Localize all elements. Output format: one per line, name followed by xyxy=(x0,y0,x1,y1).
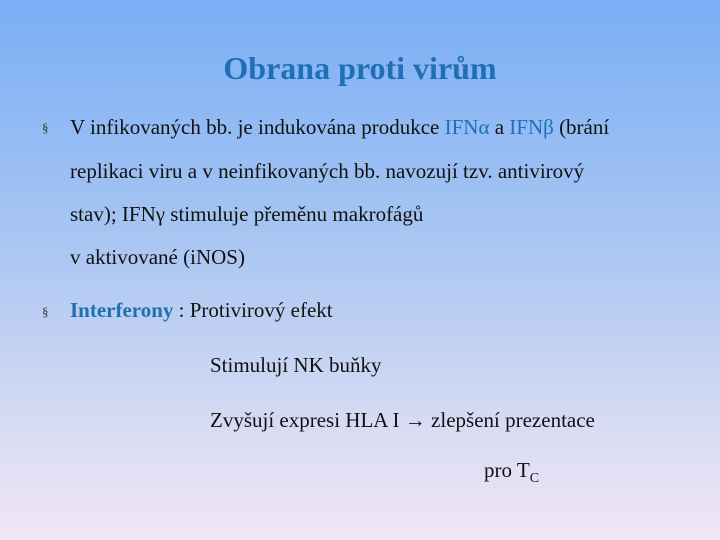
ifn-alpha: IFNα xyxy=(444,115,490,139)
bullet-marker-2: § xyxy=(42,304,49,319)
tc-subscript: C xyxy=(529,471,540,486)
sub-item-tc xyxy=(484,457,539,492)
bullet-marker-1: § xyxy=(42,120,49,135)
bullet-1-line-3 xyxy=(70,201,423,227)
bullet-1-text-d: stimuluje přeměnu makrofágů xyxy=(165,202,424,226)
bullet-1-line-1 xyxy=(70,114,609,140)
slide-title: Obrana proti virům xyxy=(223,50,497,86)
bullet-2-rest: : Protivirový efekt xyxy=(173,298,333,322)
ifn-gamma-text: stav); IFNγ xyxy=(70,202,166,226)
tc-text: pro T xyxy=(484,458,530,482)
bullet-1-text-a: V infikovaných bb. je indukována produkce xyxy=(70,115,445,139)
sub-item-nk: Stimulují NK buňky xyxy=(210,353,382,377)
interferony-term: Interferony xyxy=(70,298,174,322)
bullet-1-text-b: a xyxy=(489,115,510,139)
ifn-beta: IFNβ xyxy=(509,115,554,139)
sub-item-hla: Zvyšují expresi HLA I → zlepšení prezentace xyxy=(210,408,595,432)
bullet-1-text-c: (brání xyxy=(553,115,610,139)
bullet-1-line-2: replikaci viru a v neinfikovaných bb. navozují tzv. antivirový xyxy=(70,159,585,183)
bullet-2-line-1 xyxy=(70,297,333,323)
bullet-1-line-4: v aktivované (iNOS) xyxy=(70,245,245,269)
